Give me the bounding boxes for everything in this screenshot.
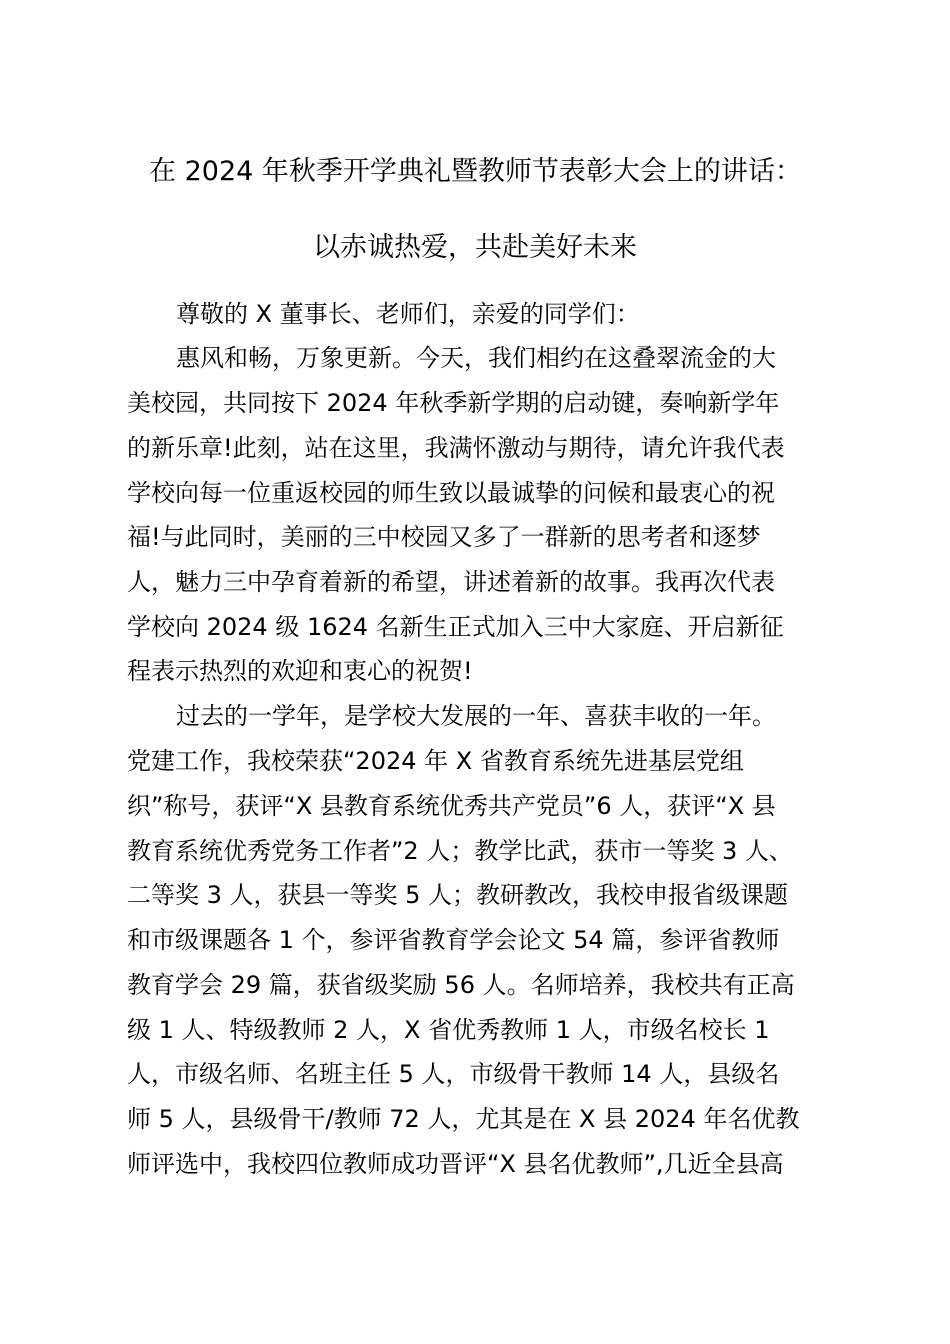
paragraph-2-line: 织”称号，获评“X 县教育系统优秀共产党员”6 人，获评“X 县 (127, 792, 776, 820)
paragraph-2-line: 党建工作，我校荣获“2024 年 X 省教育系统先进基层党组 (127, 747, 744, 775)
paragraph-2-line: 人，市级名师、名班主任 5 人，市级骨干教师 14 人，县级名 (127, 1060, 780, 1088)
paragraph-1-line: 福!与此同时，美丽的三中校园又多了一群新的思考者和逐梦 (127, 523, 761, 551)
paragraph-2-line: 和市级课题各 1 个，参评省教育学会论文 54 篇，参评省教师 (127, 926, 780, 954)
paragraph-1-line: 的新乐章!此刻，站在这里，我满怀激动与期待，请允许我代表 (127, 434, 785, 462)
paragraph-2-line: 师评选中，我校四位教师成功晋评“X 县名优教师”,几近全县高 (127, 1150, 784, 1178)
paragraph-1-line: 人，魅力三中孕育着新的希望，讲述着新的故事。我再次代表 (127, 568, 775, 596)
paragraph-2-line: 教育学会 29 篇，获省级奖励 56 人。名师培养，我校共有正高 (127, 971, 795, 999)
paragraph-1-line: 程表示热烈的欢迎和衷心的祝贺! (127, 657, 473, 685)
paragraph-1-line: 学校向 2024 级 1624 名新生正式加入三中大家庭、开启新征 (127, 613, 784, 641)
paragraph-2-line: 教育系统优秀党务工作者”2 人；教学比武，获市一等奖 3 人、 (127, 837, 793, 865)
paragraph-1-line: 学校向每一位重返校园的师生致以最诚挚的问候和最衷心的祝 (127, 479, 775, 507)
salutation: 尊敬的 X 董事长、老师们，亲爱的同学们： (176, 300, 640, 328)
paragraph-1-line: 美校园，共同按下 2024 年秋季新学期的启动键，奏响新学年 (127, 389, 780, 417)
paragraph-2-line: 过去的一学年，是学校大发展的一年、喜获丰收的一年。 (176, 702, 776, 730)
title-line-1: 在 2024 年秋季开学典礼暨教师节表彰大会上的讲话： (149, 156, 802, 187)
title-line-2: 以赤诚热爱，共赴美好未来 (313, 232, 637, 263)
paragraph-2-line: 二等奖 3 人，获县一等奖 5 人；教研教改，我校申报省级课题 (127, 881, 789, 909)
paragraph-1-line: 惠风和畅，万象更新。今天，我们相约在这叠翠流金的大 (176, 344, 776, 372)
paragraph-2-line: 级 1 人、特级教师 2 人，X 省优秀教师 1 人，市级名校长 1 (127, 1016, 770, 1044)
paragraph-2-line: 师 5 人，县级骨干/教师 72 人，尤其是在 X 县 2024 年名优教 (127, 1105, 800, 1133)
